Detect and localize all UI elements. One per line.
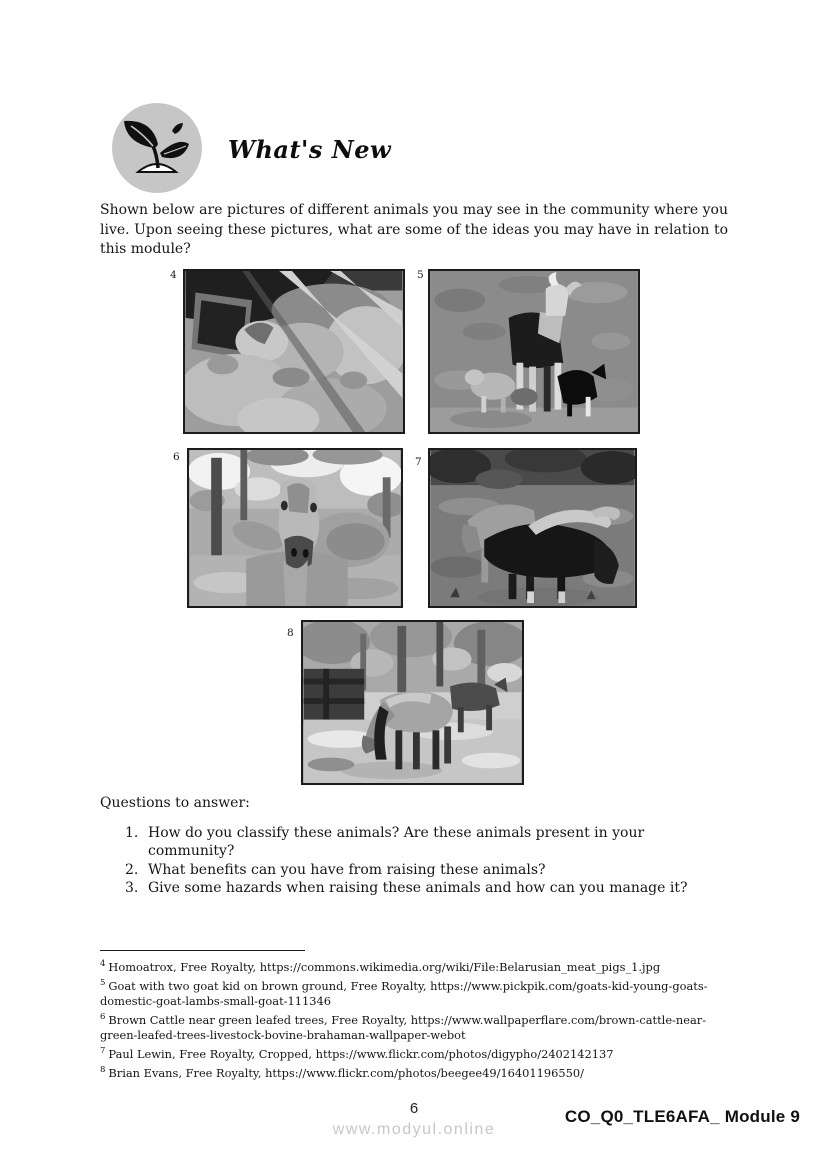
footnote-text: Goat with two goat kid on brown ground, Free Royalty, https://www.pickpik.com/goats-kid-young-goats-domestic-goat-lambs-small-goat-111346 xyxy=(100,978,708,1008)
figure-number: 5 xyxy=(417,269,424,281)
footnote-marker: 6 xyxy=(100,1011,106,1022)
footnotes-section xyxy=(100,957,733,1081)
page-number: 6 xyxy=(409,1100,419,1117)
question-item xyxy=(125,879,732,898)
figure-number: 4 xyxy=(170,269,177,281)
questions-section xyxy=(100,794,732,898)
footnote-marker: 8 xyxy=(100,1064,106,1075)
footnote-text: Paul Lewin, Free Royalty, Cropped, https://www.flickr.com/photos/digypho/2402142137 xyxy=(108,1046,614,1061)
page-title: What's New xyxy=(228,135,392,164)
buffalo-photo xyxy=(428,448,637,608)
module-code: CO_Q0_TLE6AFA_ Module 9 xyxy=(564,1107,800,1126)
question-item xyxy=(125,824,732,861)
figure-horses xyxy=(287,620,524,785)
figure-number: 7 xyxy=(415,456,422,468)
footnote-marker: 4 xyxy=(100,959,106,969)
footnote-text: Brian Evans, Free Royalty, https://www.flickr.com/photos/beegee49/16401196550/ xyxy=(108,1065,584,1080)
figure-number: 6 xyxy=(173,451,180,463)
horses-photo xyxy=(301,620,524,785)
figure-number: 8 xyxy=(287,627,294,639)
footnote xyxy=(100,1010,733,1044)
footnote xyxy=(100,1063,733,1081)
footnote xyxy=(100,976,733,1010)
watermark: www.modyul.online xyxy=(332,1121,496,1138)
figure-pigs xyxy=(170,269,405,434)
question-text: Give some hazards when raising these animals and how can you manage it? xyxy=(148,880,688,896)
footnote xyxy=(100,957,733,975)
question-number: 1. xyxy=(125,824,139,841)
seedling-icon xyxy=(110,101,204,195)
footnote-text: Brown Cattle near green leafed trees, Free Royalty, https://www.wallpaperflare.com/brown-cattle-near-green-leafed-trees-livestock-bovine-brahaman-wallpaper-webot xyxy=(100,1012,707,1043)
figure-goats xyxy=(417,269,640,434)
footnote-marker: 5 xyxy=(100,977,106,988)
question-text: How do you classify these animals? Are these animals present in your community? xyxy=(148,824,645,859)
footnote-marker: 7 xyxy=(100,1045,106,1056)
intro-paragraph: Shown below are pictures of different animals you may see in the community where you live. Upon seeing these pictures, what are some of the ideas you may have in relation to this module? xyxy=(100,202,728,257)
figure-cattle xyxy=(173,448,403,608)
goats-photo xyxy=(428,269,640,434)
footnote xyxy=(100,1044,733,1062)
question-text: What benefits can you have from raising these animals? xyxy=(148,861,546,878)
pigs-photo xyxy=(183,269,405,434)
questions-heading: Questions to answer: xyxy=(100,795,250,811)
footnote-divider xyxy=(100,950,305,951)
footnote-text: Homoatrox, Free Royalty, https://commons.wikimedia.org/wiki/File:Belarusian_meat_pigs_1.jpg xyxy=(108,959,661,974)
figure-buffalo xyxy=(415,448,637,608)
cattle-photo xyxy=(187,448,403,608)
question-number: 3. xyxy=(125,880,139,896)
question-number: 2. xyxy=(125,861,139,878)
question-item xyxy=(125,861,732,880)
